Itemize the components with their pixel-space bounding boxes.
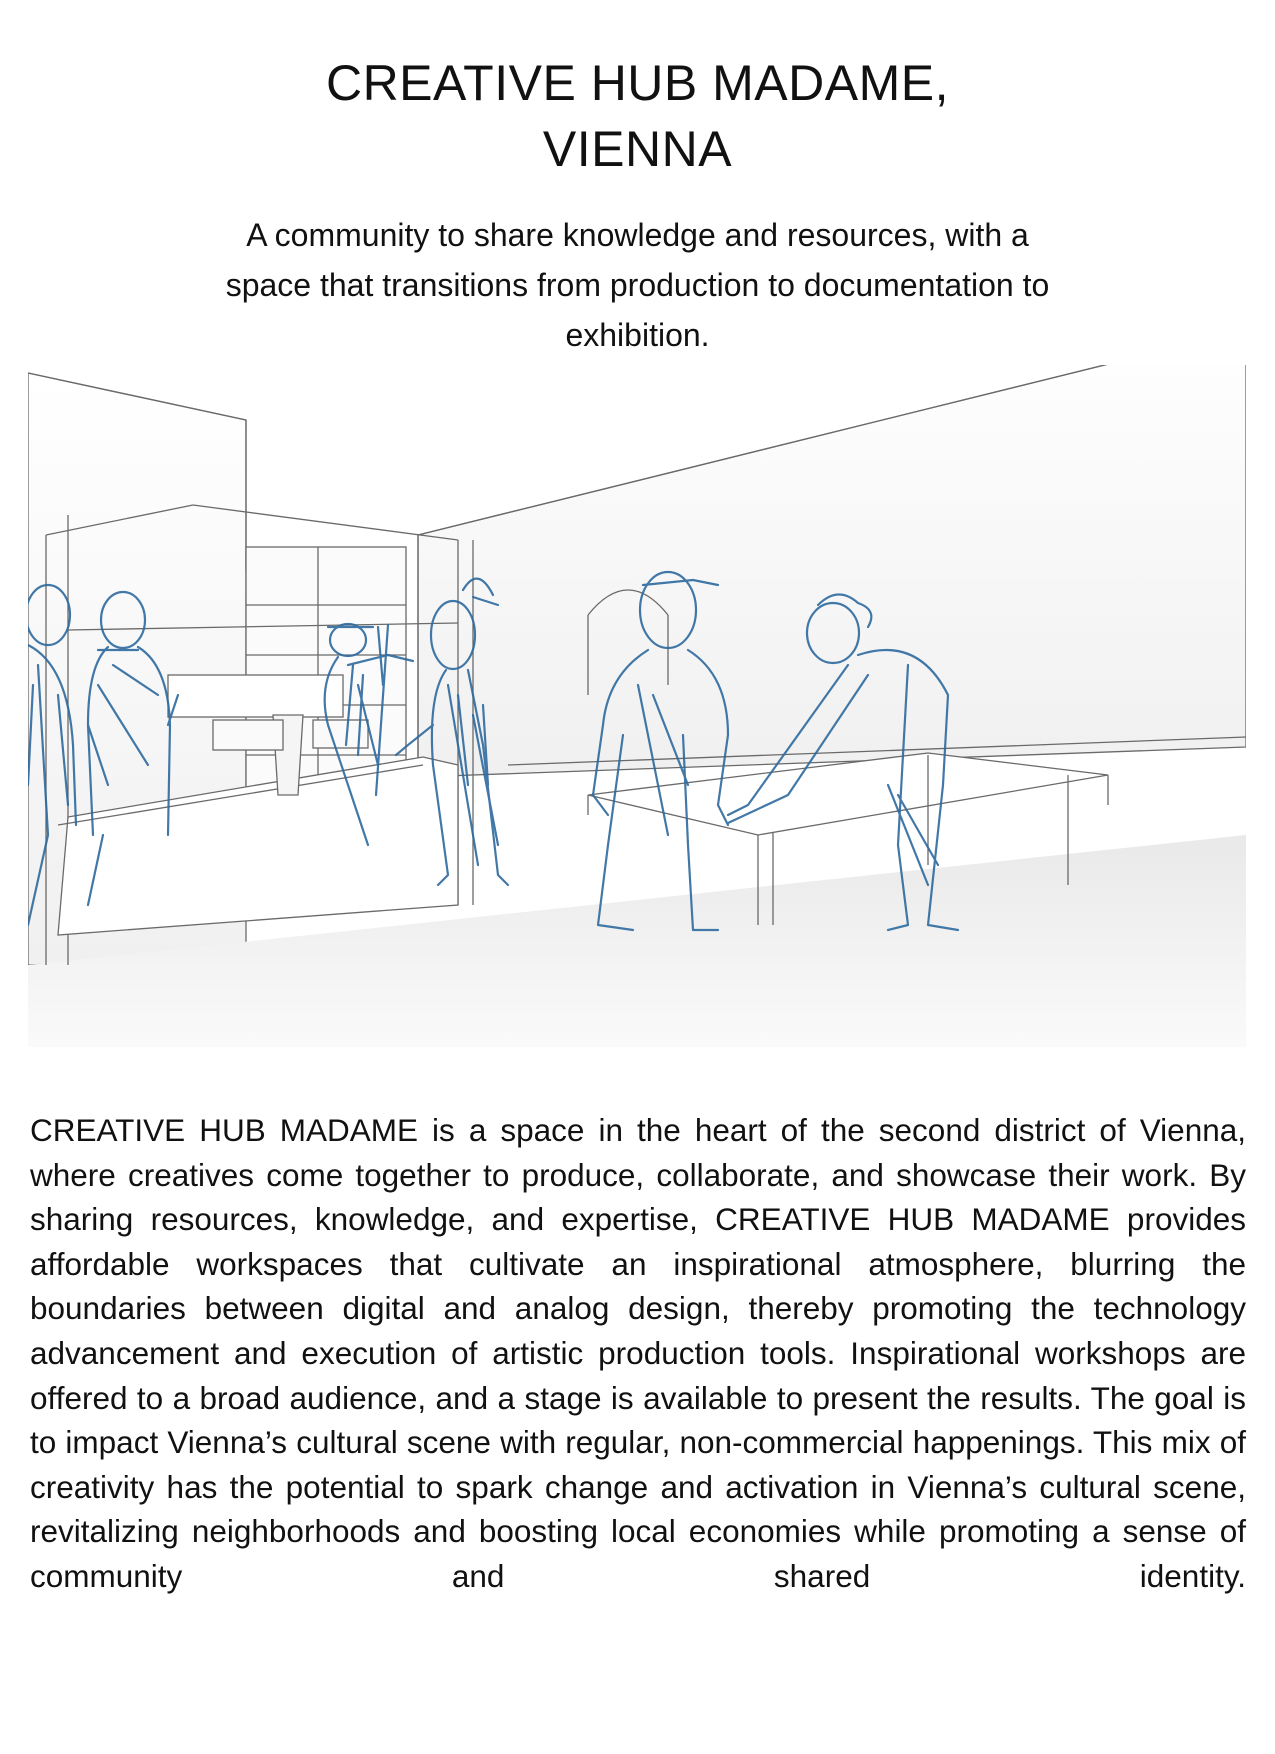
- title-line-1: CREATIVE HUB MADAME,: [325, 55, 950, 111]
- room-walls: [28, 365, 1246, 1047]
- interior-sketch-illustration: [28, 365, 1246, 1047]
- page-subtitle: A community to share knowledge and resources, with a space that transitions from production to documentation to exhibition.: [225, 217, 1050, 353]
- description-paragraph: CREATIVE HUB MADAME is a space in the heart of the second district of Vienna, where creatives come together to produce, collaborate, and showcase their work. By sharing resources, knowledge, and expertise, CREATIVE HUB MADAME provides affordable workspaces that cultivate an inspirational atmosphere, blurring the boundaries between digital and analog design, thereby promoting the technology advancement and execution of artistic production tools. Inspirational workshops are offered to a broad audience, and a stage is available to present the results. The goal is to impact Vienna’s cultural scene with regular, non-commercial happenings. This mix of creativity has the potential to spark change and activation in Vienna’s cultural scene, revitalizing neighborhoods and boosting local economies while promoting a sense of community and shared identity.: [30, 1112, 1246, 1594]
- page-title: [0, 50, 1275, 182]
- title-line-2: VIENNA: [542, 121, 733, 177]
